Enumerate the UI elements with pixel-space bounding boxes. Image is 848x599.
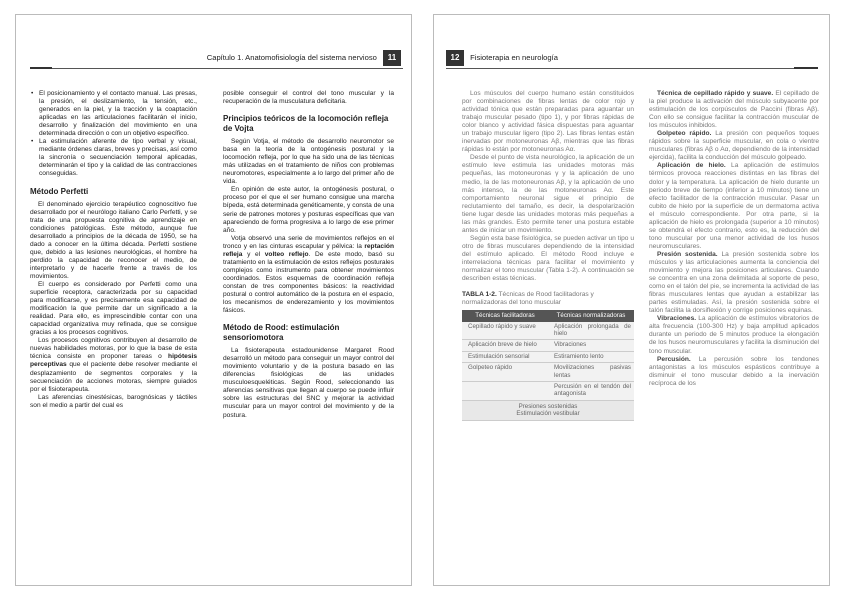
column-header: Técnicas normalizadoras <box>548 310 634 321</box>
paragraph: Desde el punto de vista neurológico, la aplicación de un estímulo leve estimula las unidades motoras más pequeñas, las motoneuronas γ y la aplicación de uno medio, la de las motoneuronas Aβ, y la aplicación de uno más intenso, la de las motoneuronas Aα. Este comportamiento neuronal sigue el principio de reclutamiento del tamaño, es decir, la despolarización tiene lugar desde las unidades motoras más pequeñas a las más grandes. Esto permite tener una postura estable antes de iniciar un movimiento. <box>462 154 634 234</box>
table-cell: Estiramiento lento <box>548 351 634 362</box>
table-cell <box>462 381 548 400</box>
table-cell: Cepillado rápido y suave <box>462 322 548 340</box>
header-rule-accent <box>30 67 52 69</box>
run-in-heading: Golpeteo rápido. <box>657 130 712 138</box>
table-title: Técnicas de Rood facilitadoras y normalizadoras del tono muscular <box>462 291 594 307</box>
right-page-column-1 <box>462 90 634 580</box>
table-cell: Estimulación vestibular <box>516 410 580 418</box>
run-in-heading: Técnica de cepillado rápido y suave. <box>657 90 774 97</box>
column-header: Técnicas facilitadoras <box>462 310 548 321</box>
bold-term: volteo reflejo <box>264 250 309 258</box>
page-number: 12 <box>446 50 464 66</box>
table-cell: Aplicación breve de hielo <box>462 340 548 351</box>
left-page-column-2 <box>223 90 394 574</box>
table-cell: Presiones sostenidas <box>518 402 578 410</box>
table-caption <box>462 291 634 307</box>
paragraph: El denominado ejercicio terapéutico cognoscitivo fue desarrollado por el neurólogo italiano Carlo Perfetti, y se trata de una propuesta cognitiva de aprendizaje en condiciones patológicas. Este método, aunque fue desarrollado a principios de la década de 1950, se ha dado a conocer en la última década. Perfetti sostiene que, debido a las lesiones neurológicas, el hombre ha perdido la capacidad de reconocer el medio, de interpretarlo y de hacerle frente a través de los movimientos. <box>30 200 197 280</box>
header-rule-accent <box>794 67 818 69</box>
chapter-title: Capítulo 1. Anatomofisiología del sistema nervioso <box>206 53 377 62</box>
table-row <box>462 381 634 400</box>
run-in-heading: Presión sostenida. <box>657 250 718 258</box>
paragraph: Golpeteo rápido. La presión con pequeños toques rápidos sobre la superficie muscular, en cola o vientre musculares (fibras Aβ o Aα, dependiendo de la intensidad ejercida), facilita la conducción del músculo golpeado. <box>649 130 819 162</box>
paragraph: Los procesos cognitivos contribuyen al desarrollo de nuevas habilidades motoras, por lo que la base de esta técnica consiste en proponer tareas o hipótesis perceptivas que el paciente debe resolver mediante el desplazamiento de segmentos corporales y la secuenciación de acciones motoras, siempre guiados por el fisioterapeuta. <box>30 337 197 393</box>
table-row <box>462 340 634 351</box>
paragraph: Según esta base fisiológica, se pueden activar un tipo u otro de fibras musculares dependiendo de la intensidad del estímulo aplicado. El método Rood incluye e interrelaciona técnicas para facilitar el movimiento y normalizar el tono muscular (Tabla 1-2). A continuación se describen estas técnicas. <box>462 234 634 283</box>
section-heading: Principios teóricos de la locomoción refleja de Vojta <box>223 114 389 134</box>
run-in-heading: Vibraciones. <box>657 315 697 323</box>
page-number: 11 <box>383 50 401 66</box>
list-item: • La estimulación aferente de tipo verbal y visual, mediante órdenes claras, breves y precisas, así como la sincronía o secuenciación temporal aplicadas, determinarán el tipo y la calidad de las contracciones conseguidas. <box>30 138 197 178</box>
paragraph: Presión sostenida. La presión sostenida sobre los músculos y las articulaciones aumenta la conciencia del movimiento y mejora las posiciones articulares. Cuando se concentra en una zona delimitada al soporte de peso, como en el talón del pie, se incrementa la actividad de las fibras musculares lentas que ayudan a estabilizar las partes estimuladas. Así, la presión sostenida sobre el talón facilita la dorsiflexión y corrige posiciones equinas. <box>649 250 819 315</box>
book-title: Fisioterapia en neurología <box>470 53 558 62</box>
paragraph: Según Votja, el método de desarrollo neuromotor se basa en la teoría de la ontogénesis postural y la locomoción refleja, por lo que ha sido una de las técnicas más utilizadas en el tratamiento de niños con problemas neuromotores, especialmente a lo largo del primer año de vida. <box>223 138 394 186</box>
paragraph: Aplicación de hielo. La aplicación de estímulos térmicos provoca reacciones distintas en las fibras del dolor y la temperatura. La aplicación de hielo durante un periodo breve de tiempo (inferior a 10 minutos) tiene un efecto facilitador de la contracción muscular. Pasar un cubito de hielo por la superficie de un dermatoma activa el músculo correspondiente. Por otra parte, si la aplicación de hielo es prolongada (superior a 10 minutos) se obtendrá el efecto contrario, esto es, la reducción del tono muscular por una menor actividad de los husos neuromusculares. <box>649 162 819 250</box>
paragraph: posible conseguir el control del tono muscular y la recuperación de la musculatura deficitaria. <box>223 90 394 106</box>
run-in-heading: Percusión. <box>657 355 691 363</box>
section-heading: Método Perfetti <box>30 186 89 196</box>
table-cell: Movilizaciones pasivas lentas <box>548 363 634 382</box>
section-heading: Método de Rood: estimulación sensoriomotora <box>223 323 340 343</box>
table-header-row <box>462 310 634 321</box>
paragraph: Técnica de cepillado rápido y suave. El cepillado de la piel produce la activación del músculo subyacente por estimulación de los corpúsculos de Paccini (fibras Aβ). Con ello se consigue facilitar la contracción muscular de los músculos inhibidos. <box>649 90 819 130</box>
header-rule <box>446 68 794 69</box>
header-rule <box>52 68 403 69</box>
table-cell: Percusión en el tendón del antagonista <box>548 381 634 400</box>
table-cell: Vibraciones <box>548 340 634 351</box>
bullet-list <box>30 90 197 179</box>
bold-term: hipótesis perceptivas <box>30 353 197 369</box>
paragraph: Vibraciones. La aplicación de estímulos vibratorios de alta frecuencia (100-300 Hz) y baja amplitud aplicados durante un periodo de 5 minutos produce la elongación de los husos neuromusculares y facilita la disminución del tono muscular. <box>649 315 819 355</box>
right-page-column-2 <box>649 90 819 580</box>
table-row <box>462 351 634 362</box>
paragraph: La fisioterapeuta estadounidense Margaret Rood desarrolló un método para conseguir un mayor control del movimiento voluntario y de la postura basado en las diferencias fisiológicas de las unidades musculoesqueléticas. Según Rood, seleccionando las aferencias sensitivas que llegan al cuerpo se puede influir sobre las estructuras del SNC y mejorar la actividad muscular para un mayor control del movimiento y de la postura. <box>223 347 394 419</box>
table-row <box>462 400 634 420</box>
rood-techniques-table <box>462 310 634 420</box>
right-page-header <box>446 48 558 68</box>
table-row <box>462 322 634 340</box>
paragraph: Percusión. La percusión sobre los tendones antagonistas a los músculos espásticos contribuye a disminuir el tono muscular debido a la inervación recíproca de los <box>649 355 819 387</box>
bold-term: reptación refleja <box>223 242 394 258</box>
paragraph: En opinión de este autor, la ontogénesis postural, o proceso por el que el ser humano consigue una marcha bípeda, está determinada genéticamente, y consta de una serie de patrones motores y posturas específicas que van apareciendo de forma progresiva a lo largo de ese primer año. <box>223 186 394 234</box>
left-page-column-1 <box>30 90 197 574</box>
paragraph: Las aferencias cinestésicas, barognósicas y táctiles son el medio a partir del cual es <box>30 393 197 409</box>
table-label: TABLA 1-2. <box>462 291 497 299</box>
table-cell: Aplicación prolongada de hielo <box>548 322 634 340</box>
right-page <box>433 14 830 586</box>
list-item: • El posicionamiento y el contacto manual. Las presas, la presión, el deslizamiento, la tensión, etc., generados en la piel, y la tracción y la coaptación aplicadas en las articulaciones facilitarán el inicio, desarrollo y finalización del movimiento en una determinada dirección o con un objetivo específico. <box>30 90 197 138</box>
table-cell: Golpeteo rápido <box>462 363 548 382</box>
table-row <box>462 363 634 382</box>
left-page <box>15 14 412 586</box>
paragraph: Votja observó una serie de movimientos reflejos en el tronco y en las cinturas escapular y pélvica: la reptación refleja y el volteo reflejo. De este modo, basó su tratamiento en la estimulación de estos reflejos posturales complejos como instrumento para obtener movimientos coordinados. Estos esquemas de coordinación refleja constan de tres componentes básicos: la reactividad postural o control automático de la postura en el espacio, los mecanismos de enderezamiento y los movimientos fásicos. <box>223 234 394 315</box>
left-page-header <box>207 48 401 68</box>
table-cell: Estimulación sensorial <box>462 351 548 362</box>
paragraph: El cuerpo es considerado por Perfetti como una superficie receptora, caracterizada por su capacidad para modificarse, y es precisamente esa capacidad de modificación la que permite dar un significado a la realidad. Para ello, es imprescindible contar con una capacidad organizativa muy refinada, que se consigue gracias a los procesos cognitivos. <box>30 280 197 337</box>
paragraph: Los músculos del cuerpo humano están constituidos por combinaciones de fibras lentas de color rojo y actividad tónica que están preparadas para aguantar un trabajo muscular pesado (tipo 1), y por fibras rápidas de color blanco y actividad fásica dispuestas para aguantar un trabajo muscular ligero (tipo 2). Las fibras lentas están inervadas por motoneuronas Aβ, mientras que las fibras rápidas lo están por motoneuronas Aα. <box>462 90 634 154</box>
run-in-heading: Aplicación de hielo. <box>657 162 726 170</box>
